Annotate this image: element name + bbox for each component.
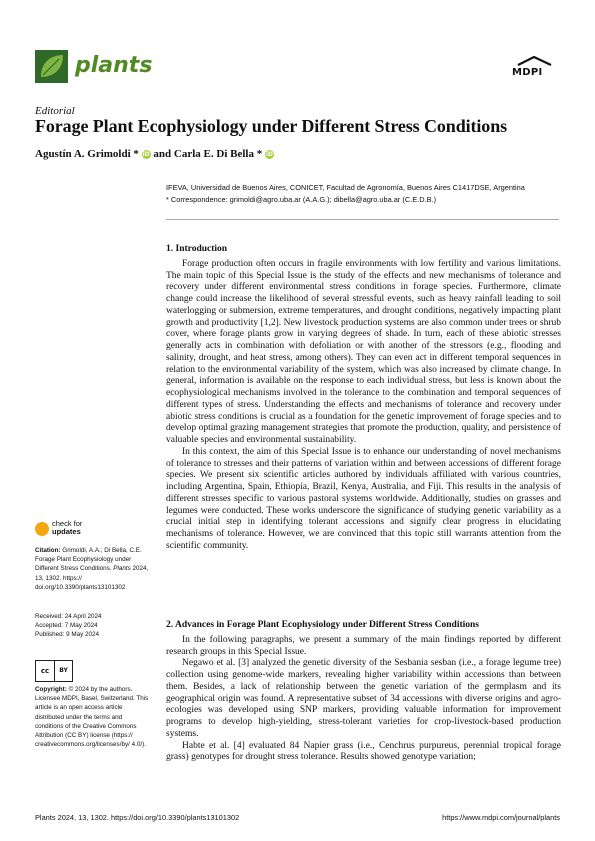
author-list — [35, 148, 274, 160]
check-updates-line1: check for — [52, 519, 83, 528]
author-name: Agustín A. Grimoldi — [35, 148, 131, 160]
author-mark: * — [256, 148, 263, 160]
dates-block — [35, 612, 152, 640]
received-date: Received: 24 April 2024 — [35, 613, 102, 620]
paragraph: In the following paragraphs, we present a summary of the main findings reported by different research groups in this Special Issue. — [166, 634, 561, 657]
paragraph: Negawo et al. [3] analyzed the genetic diversity of the Sesbania sesban (i.e., a forage legume tree) collection using genome-wide markers, revealing higher variability within accessions than between them. Besides, a lack of relationship between the genetic variation of the germplasm and its geographical origin was found. A representative subset of 34 accessions with diverse origins and agro-ecologies was developed using SNP markers, providing valuable information for improvement programs to develop high-yielding, stress-tolerant varieties for crop-livestock-based production systems. — [166, 658, 561, 739]
author-name: Carla E. Di Bella — [173, 148, 254, 160]
journal-name: plants — [75, 53, 153, 78]
section-heading: 1. Introduction — [166, 244, 228, 254]
paragraph: Habte et al. [4] evaluated 84 Napier grass (i.e., Cenchrus purpureus, perennial tropical forage grass) genotypes for drought stress tolerance. Results showed genotype variation; — [166, 740, 561, 763]
section-heading: 2. Advances in Forage Plant Ecophysiology under Different Stress Conditions — [166, 620, 479, 630]
author-mark: * — [133, 148, 139, 160]
orcid-icon[interactable]: iD — [265, 151, 273, 158]
citation-block — [35, 546, 152, 592]
copyright-block — [35, 685, 152, 749]
citation-text: Grimoldi, A.A.; Di Bella, C.E. Forage Plant Ecophysiology under Different Stress Conditions. — [35, 547, 142, 573]
publisher-name: MDPI — [512, 67, 543, 78]
author-joiner: and — [153, 148, 172, 160]
divider — [166, 219, 559, 220]
section-advances — [166, 620, 561, 764]
cc-license-badge[interactable] — [35, 660, 73, 682]
section-introduction — [166, 244, 561, 553]
journal-logo — [35, 50, 68, 83]
paragraph: In this context, the aim of this Special Issue is to enhance our understanding of novel mechanisms of tolerance to stresses and their patterns of variation within and between accessions of different forage species. We present six scientific articles authored by individuals affiliated with various countries, including Argentina, Spain, Ethiopia, Brazil, Kenya, Australia, and Fiji. This results in the analysis of different stresses specific to various pastoral systems worldwide. Additionally, studies on grasses and legumes were conducted. These works underscore the significance of studying genetic variability as a crucial initial step in identifying tolerant accessions and signify clear progress in elucidating mechanisms of tolerance. However, we are convinced that this topic still warrants attention from the scientific community. — [166, 446, 561, 551]
leaf-icon — [35, 50, 68, 83]
by-icon: BY — [55, 661, 72, 681]
article-type: Editorial — [35, 105, 75, 117]
published-date: Published: 9 May 2024 — [35, 631, 100, 639]
citation-tail[interactable]: 2024, 13, 1302. https:// doi.org/10.3390/plants13101302 — [35, 565, 149, 591]
correspondence: * Correspondence: grimoldi@agro.uba.ar (A.A.G.); dibella@agro.uba.ar (C.E.D.B.) — [166, 195, 437, 204]
paragraph: Forage production often occurs in fragile environments with low fertility and various limitations. The main topic of this Special Issue is the study of the effects and new mechanisms of tolerance and recovery under different environmental stress conditions in forage species. Furthermore, climate change could increase the likelihood of several stressful events, such as heavy rainfall leading to soil waterlogging or submersion, extreme temperatures, and drought conditions, negatively impacting plant growth and productivity [1,2]. New livestock production systems are also common under trees or shrub cover, where forage plants grow in varying degrees of shade. In turn, each of these abiotic stresses generally acts in combination with defoliation or with another of the stressors (e.g., flooding and salinity, drought, and heat stress, among others). They can even act in different temporal sequences in relation to the environmental variability of the system, which was also increased by climate change. In general, information is available on the response to each individual stress, but less is known about the ecophysiological mechanisms involved in the tolerance to the combination and temporal sequences of different types of stress. Understanding the effects and mechanisms of tolerance and recovery under abiotic stress conditions is crucial as a foundation for the genetic improvement of forage species and to develop optimal grazing management strategies that promote the production, quality, and persistence of valuable species and environmental sustainability. — [166, 258, 561, 445]
footer-citation: Plants 2024, 13, 1302. https://doi.org/10.3390/plants13101302 — [35, 813, 240, 822]
affiliation: IFEVA, Universidad de Buenos Aires, CONICET, Facultad de Agronomía, Buenos Aires C1417DSE, Argentina — [166, 183, 525, 192]
article-title: Forage Plant Ecophysiology under Different Stress Conditions — [35, 116, 508, 136]
copyright-text: © 2024 by the authors. Licensee MDPI, Basel, Switzerland. This article is an open access article distributed under the terms and conditions of the Creative Commons Attribution (CC BY) license (https:// creativecommons.org/licenses/by/ 4.0/). — [35, 686, 149, 749]
cc-icon: cc — [36, 661, 55, 681]
copyright-label: Copyright: — [35, 686, 67, 693]
check-updates-line2: updates — [52, 527, 81, 536]
accepted-date: Accepted: 7 May 2024 — [35, 622, 98, 630]
citation-label: Citation: — [35, 547, 61, 554]
citation-journal: Plants — [113, 565, 131, 573]
footer-link[interactable]: https://www.mdpi.com/journal/plants — [442, 813, 560, 822]
check-updates-icon — [35, 522, 49, 536]
orcid-icon[interactable]: iD — [142, 151, 150, 158]
affiliation-block — [166, 182, 566, 206]
